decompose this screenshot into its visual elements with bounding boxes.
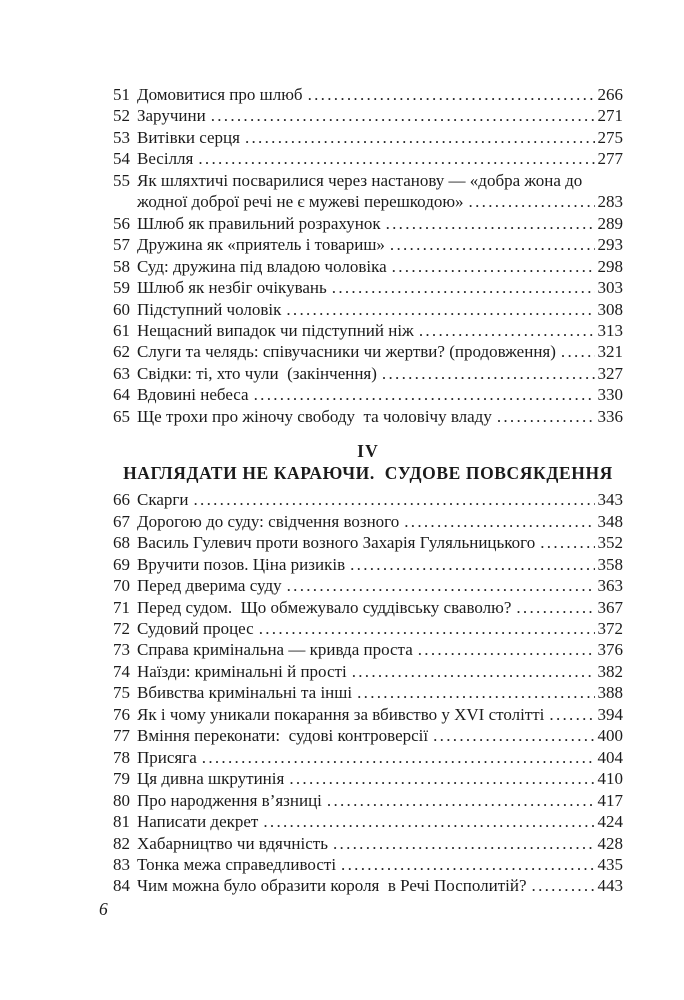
entry-number: 67	[113, 511, 130, 531]
entry-page-number: 277	[597, 149, 623, 169]
entry-page-number: 275	[597, 127, 623, 147]
toc-entry-row	[113, 725, 623, 746]
entry-title: Витівки серця	[137, 127, 240, 147]
dot-leader	[469, 191, 595, 212]
dot-leader	[352, 661, 595, 682]
dot-leader	[419, 320, 595, 341]
toc-entry-row	[113, 170, 623, 191]
entry-title: Написати декрет	[137, 812, 259, 832]
entry-page-number: 382	[597, 661, 623, 681]
entry-page-number: 428	[597, 833, 623, 853]
toc-entry-row	[113, 597, 623, 618]
entry-number: 64	[113, 385, 130, 405]
entry-number: 75	[113, 683, 130, 703]
entry-number: 62	[113, 342, 130, 362]
entry-title: Шлюб як незбіг очікувань	[137, 278, 327, 298]
toc-entry-row	[113, 127, 623, 148]
entry-number: 73	[113, 640, 130, 660]
entry-title: Як шляхтичі посварилися через настанову — «добра жона до	[137, 170, 583, 190]
entry-number: 63	[113, 363, 130, 383]
entry-title: Перед судом. Що обмежувало суддівську сваволю?	[137, 597, 512, 617]
entry-title: Як і чому уникали покарання за вбивство у XVI столітті	[137, 704, 545, 724]
dot-leader	[561, 341, 595, 362]
dot-leader	[390, 234, 595, 255]
dot-leader	[289, 768, 594, 789]
entry-page-number: 321	[597, 342, 623, 362]
dot-leader	[202, 747, 595, 768]
entry-title: Дружина як «приятель і товариш»	[137, 235, 385, 255]
entry-page-number: 376	[597, 640, 623, 660]
toc-entry-row-continuation	[113, 191, 623, 212]
toc-entry-row	[113, 277, 623, 298]
toc-entry-row	[113, 854, 623, 875]
entry-page-number: 404	[597, 747, 623, 767]
entry-number: 82	[113, 833, 130, 853]
table-of-contents	[113, 84, 623, 897]
toc-entry-row	[113, 704, 623, 725]
entry-title: Слуги та челядь: співучасники чи жертви? (продовження)	[137, 342, 556, 362]
entry-number: 77	[113, 726, 130, 746]
entry-page-number: 266	[597, 85, 623, 104]
toc-entry-row	[113, 790, 623, 811]
toc-entry-row	[113, 384, 623, 405]
entry-title: Заручини	[137, 106, 206, 126]
entry-number: 68	[113, 533, 130, 553]
entry-page-number: 372	[597, 618, 623, 638]
entry-page-number: 352	[597, 533, 623, 553]
entry-title: Підступний чоловік	[137, 299, 282, 319]
entry-page-number: 388	[597, 683, 623, 703]
entry-page-number: 394	[597, 704, 623, 724]
entry-title: Скарги	[137, 490, 189, 510]
entry-title: Судовий процес	[137, 618, 254, 638]
entry-page-number: 298	[597, 256, 623, 276]
toc-entry-row	[113, 341, 623, 362]
dot-leader	[549, 704, 594, 725]
entry-title: Про народження в’язниці	[137, 790, 322, 810]
section-heading-number: IV	[357, 441, 379, 462]
entry-number: 76	[113, 704, 130, 724]
toc-entry-row	[113, 833, 623, 854]
entry-page-number: 303	[597, 278, 623, 298]
entry-title: Вміння переконати: судові контроверсії	[137, 726, 429, 746]
toc-entry-row	[113, 299, 623, 320]
entry-title: Суд: дружина під владою чоловіка	[137, 256, 387, 276]
toc-entry-row	[113, 406, 623, 427]
entry-number: 78	[113, 747, 130, 767]
entry-title: Шлюб як правильний розрахунок	[137, 213, 381, 233]
toc-entry-row	[113, 148, 623, 169]
dot-leader	[532, 875, 595, 896]
entry-page-number: 327	[597, 363, 623, 383]
entry-number: 53	[113, 127, 130, 147]
entry-page-number: 443	[597, 876, 623, 896]
entry-number: 60	[113, 299, 130, 319]
dot-leader	[392, 256, 595, 277]
entry-number: 56	[113, 213, 130, 233]
dot-leader	[308, 84, 595, 105]
dot-leader	[254, 384, 595, 405]
entry-page-number: 283	[597, 192, 623, 212]
toc-entry-row	[113, 618, 623, 639]
dot-leader	[333, 833, 595, 854]
entry-number: 52	[113, 106, 130, 126]
entry-number: 81	[113, 812, 130, 832]
toc-entry-row	[113, 213, 623, 234]
entry-page-number: 400	[597, 726, 623, 746]
entry-title: Присяга	[137, 747, 197, 767]
toc-section-part-four	[113, 489, 623, 897]
entry-title: Тонка межа справедливості	[137, 854, 337, 874]
toc-entry-row	[113, 234, 623, 255]
entry-title: Домовитися про шлюб	[137, 85, 303, 104]
toc-entry-row	[113, 768, 623, 789]
entry-number: 79	[113, 769, 130, 789]
toc-entry-row	[113, 575, 623, 596]
entry-page-number: 343	[597, 490, 623, 510]
dot-leader	[332, 277, 595, 298]
entry-number: 58	[113, 256, 130, 276]
entry-number: 59	[113, 278, 130, 298]
entry-title: Василь Гулевич проти возного Захарія Гуляльницького	[137, 533, 536, 553]
section-heading-title: НАГЛЯДАТИ НЕ КАРАЮЧИ. СУДОВЕ ПОВСЯКДЕННЯ	[123, 463, 613, 484]
entry-number: 71	[113, 597, 130, 617]
entry-number: 66	[113, 490, 130, 510]
entry-number: 65	[113, 406, 130, 426]
toc-entry-row	[113, 661, 623, 682]
dot-leader	[286, 299, 594, 320]
toc-entry-row	[113, 747, 623, 768]
entry-page-number: 435	[597, 854, 623, 874]
entry-page-number: 417	[597, 790, 623, 810]
dot-leader	[516, 597, 594, 618]
entry-title: жодної доброї речі не є мужеві перешкодою»	[137, 192, 464, 212]
entry-title: Ще трохи про жіночу свободу та чоловічу владу	[137, 406, 492, 426]
toc-entry-row	[113, 256, 623, 277]
toc-entry-row	[113, 639, 623, 660]
toc-entry-row	[113, 105, 623, 126]
entry-number: 83	[113, 854, 130, 874]
entry-page-number: 336	[597, 406, 623, 426]
entry-title: Чим можна було образити короля в Речі Посполитій?	[137, 876, 527, 896]
dot-leader	[193, 489, 594, 510]
toc-entry-row	[113, 811, 623, 832]
entry-page-number: 293	[597, 235, 623, 255]
entry-number: 55	[113, 170, 130, 190]
toc-entry-row	[113, 320, 623, 341]
entry-title: Свідки: ті, хто чули (закінчення)	[137, 363, 377, 383]
dot-leader	[287, 575, 595, 596]
entry-number: 57	[113, 235, 130, 255]
entry-page-number: 424	[597, 812, 623, 832]
dot-leader	[350, 554, 594, 575]
entry-page-number: 363	[597, 576, 623, 596]
entry-title: Ця дивна шкрутинія	[137, 769, 285, 789]
entry-number: 72	[113, 618, 130, 638]
entry-page-number: 271	[597, 106, 623, 126]
toc-entry-row	[113, 532, 623, 553]
entry-title: Дорогою до суду: свідчення возного	[137, 511, 400, 531]
dot-leader	[540, 532, 594, 553]
dot-leader	[327, 790, 595, 811]
dot-leader	[341, 854, 594, 875]
toc-entry-row	[113, 875, 623, 896]
entry-title: Справа кримінальна — кривда проста	[137, 640, 413, 660]
entry-number: 61	[113, 320, 130, 340]
toc-entry-row	[113, 84, 623, 105]
entry-number: 51	[113, 85, 130, 104]
dot-leader	[357, 682, 594, 703]
entry-title: Перед дверима суду	[137, 576, 282, 596]
entry-page-number: 348	[597, 511, 623, 531]
entry-title: Вбивства кримінальні та інші	[137, 683, 353, 703]
dot-leader	[245, 127, 595, 148]
entry-number: 80	[113, 790, 130, 810]
entry-number: 69	[113, 554, 130, 574]
entry-title: Вручити позов. Ціна ризиків	[137, 554, 346, 574]
entry-page-number: 367	[597, 597, 623, 617]
entry-title: Хабарництво чи вдячність	[137, 833, 328, 853]
entry-title: Весілля	[137, 149, 194, 169]
entry-title: Нещасний випадок чи підступний ніж	[137, 320, 414, 340]
dot-leader	[211, 105, 595, 126]
entry-page-number: 308	[597, 299, 623, 319]
entry-title: Вдовині небеса	[137, 385, 249, 405]
page-folio: 6	[99, 899, 108, 919]
toc-entry-row	[113, 489, 623, 510]
entry-page-number: 313	[597, 320, 623, 340]
dot-leader	[386, 213, 595, 234]
toc-entry-row	[113, 511, 623, 532]
entry-page-number: 330	[597, 385, 623, 405]
toc-entry-row	[113, 554, 623, 575]
dot-leader	[404, 511, 594, 532]
section-heading	[113, 440, 623, 484]
toc-section-continued	[113, 84, 623, 427]
dot-leader	[433, 725, 594, 746]
toc-entry-row	[113, 682, 623, 703]
entry-page-number: 289	[597, 213, 623, 233]
dot-leader	[418, 639, 595, 660]
entry-number: 74	[113, 661, 130, 681]
dot-leader	[497, 406, 595, 427]
entry-number: 70	[113, 576, 130, 596]
dot-leader	[382, 363, 595, 384]
dot-leader	[259, 618, 595, 639]
entry-number: 54	[113, 149, 130, 169]
entry-page-number: 410	[597, 769, 623, 789]
dot-leader	[263, 811, 594, 832]
dot-leader	[198, 148, 594, 169]
entry-title: Наїзди: кримінальні й прості	[137, 661, 347, 681]
entry-page-number: 358	[597, 554, 623, 574]
entry-number: 84	[113, 876, 130, 896]
toc-entry-row	[113, 363, 623, 384]
